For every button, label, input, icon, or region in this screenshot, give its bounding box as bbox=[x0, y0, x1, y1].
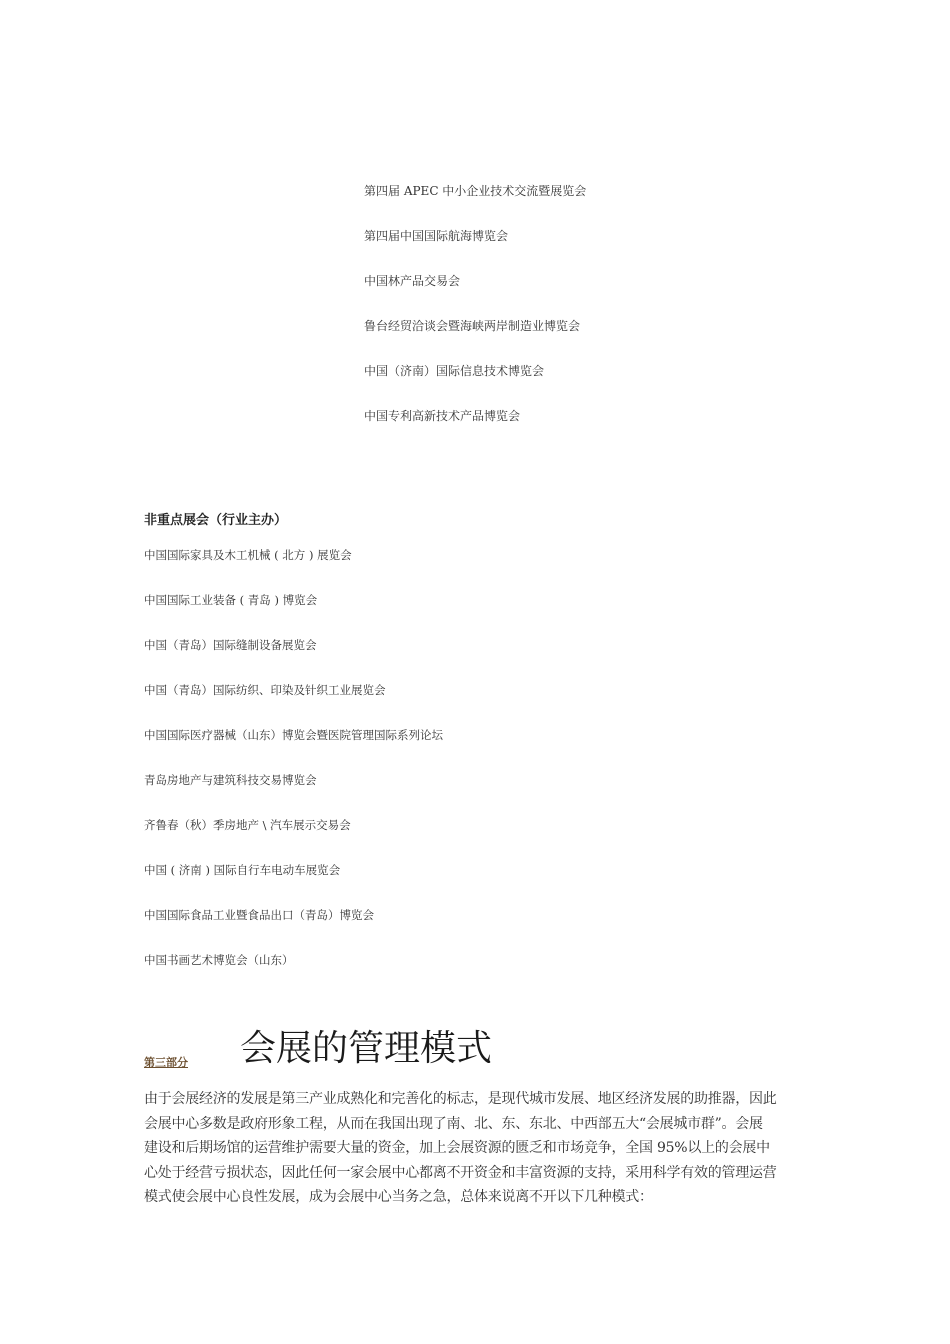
list-item: 鲁台经贸洽谈会暨海峡两岸制造业博览会 bbox=[364, 319, 581, 333]
paragraph-line: 心处于经营亏损状态，因此任何一家会展中心都离不开资金和丰富资源的支持，采用科学有效的管理运营 bbox=[144, 1164, 777, 1181]
list-item: 中国国际食品工业暨食品出口（青岛）博览会 bbox=[144, 908, 374, 922]
list-item: 中国（青岛）国际纺织、印染及针织工业展览会 bbox=[144, 683, 386, 697]
paragraph-line: 模式使会展中心良性发展，成为会展中心当务之急，总体来说离不开以下几种模式： bbox=[144, 1189, 653, 1205]
list-item: 中国国际工业装备 ( 青岛 ) 博览会 bbox=[144, 593, 318, 607]
body-paragraph bbox=[144, 1087, 808, 1210]
non-key-section-heading: 非重点展会（行业主办） bbox=[144, 513, 288, 528]
list-item: 中国 ( 济南 ) 国际自行车电动车展览会 bbox=[144, 863, 341, 877]
list-item: 第四届中国国际航海博览会 bbox=[364, 229, 509, 243]
paragraph-line: 由于会展经济的发展是第三产业成熟化和完善化的标志，是现代城市发展、地区经济发展的助推器，因此 bbox=[144, 1091, 777, 1107]
list-item: 中国国际家具及木工机械 ( 北方 ) 展览会 bbox=[144, 548, 352, 562]
list-item: 第四届 APEC 中小企业技术交流暨展览会 bbox=[364, 184, 587, 198]
list-item: 青岛房地产与建筑科技交易博览会 bbox=[144, 773, 317, 787]
list-item: 中国（济南）国际信息技术博览会 bbox=[364, 364, 545, 378]
part-three-link[interactable]: 第三部分 bbox=[144, 1056, 188, 1069]
part-three-title: 会展的管理模式 bbox=[240, 1028, 493, 1069]
non-key-exhibition-list bbox=[144, 547, 443, 997]
list-item: 齐鲁春（秋）季房地产 \ 汽车展示交易会 bbox=[144, 818, 351, 832]
list-item: 中国（青岛）国际缝制设备展览会 bbox=[144, 638, 317, 652]
paragraph-line: 会展中心多数是政府形象工程，从而在我国出现了南、北、东、东北、中西部五大“会展城市群”。会展 bbox=[144, 1115, 763, 1132]
list-item: 中国林产品交易会 bbox=[364, 274, 461, 288]
key-exhibition-list bbox=[364, 183, 586, 453]
paragraph-line: 建设和后期场馆的运营维护需要大量的资金，加上会展资源的匮乏和市场竞争，全国 95%以上的会展中 bbox=[144, 1140, 770, 1156]
list-item: 中国国际医疗器械（山东）博览会暨医院管理国际系列论坛 bbox=[144, 728, 443, 742]
list-item: 中国专利高新技术产品博览会 bbox=[364, 409, 521, 423]
list-item: 中国书画艺术博览会（山东） bbox=[144, 953, 294, 967]
